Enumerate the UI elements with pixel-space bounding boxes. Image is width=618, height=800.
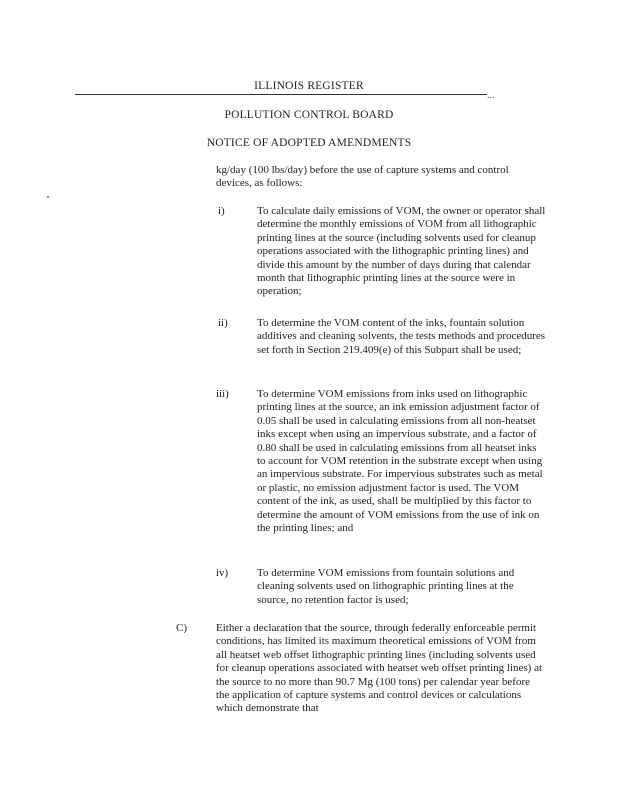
item-marker-ii: ii)	[218, 317, 228, 329]
item-text-i: To calculate daily emissions of VOM, the owner or operator shall determine the monthly emissions of VOM from all lithographic printing lines at the source (including solvents used for cleanup operations associated with the lithographic printing lines) and divide this amount by the number of days during that calendar month that lithographic printing lines at the source were in operation;	[257, 205, 546, 298]
item-marker-iv: iv)	[216, 567, 229, 579]
item-marker-iii: iii)	[216, 388, 229, 400]
board-title: POLLUTION CONTROL BOARD	[224, 109, 394, 121]
intro-paragraph: kg/day (100 lbs/day) before the use of capture systems and control devices, as follows:	[216, 164, 509, 190]
item-text-iii: To determine VOM emissions from inks used on lithographic printing lines at the source, an ink emission adjustment factor of 0.05 shall be used in calculating emissions from all non-heatset inks except when using an impervious substrate, and a factor of 0.80 shall be used in calculating emissions from all heatset inks to account for VOM retention in the substrate except when using an impervious substrate. For impervious substrates such as metal or plastic, no emission adjustment factor is used. The VOM content of the ink, as used, shall be multiplied by this factor to determine the amount of VOM emissions from the use of ink on the printing lines; and	[257, 388, 543, 535]
section-text-c: Either a declaration that the source, through federally enforceable permit conditions, has limited its maximum theoretical emissions of VOM from all heatset web offset lithographic printing lines (including solvents used for cleanup operations associated with heatset web offset printing lines) at the source to no more than 90.7 Mg (100 tons) per calendar year before the application of capture systems and control devices or calculations which demonstrate that	[216, 622, 543, 715]
header-rule-tail: ...	[487, 90, 495, 101]
register-title: ILLINOIS REGISTER	[254, 80, 364, 92]
notice-title: NOTICE OF ADOPTED AMENDMENTS	[206, 137, 412, 149]
item-text-ii: To determine the VOM content of the inks, fountain solution additives and cleaning solvents, the tests methods and procedures set forth in Section 219.409(e) of this Subpart shall be used;	[257, 317, 546, 356]
scan-speck	[47, 196, 49, 198]
item-text-iv: To determine VOM emissions from fountain solutions and cleaning solvents used on lithographic printing lines at the source, no retention factor is used;	[257, 567, 515, 606]
item-marker-i: i)	[218, 205, 225, 217]
section-marker-c: C)	[176, 622, 187, 634]
header-rule	[75, 94, 487, 95]
